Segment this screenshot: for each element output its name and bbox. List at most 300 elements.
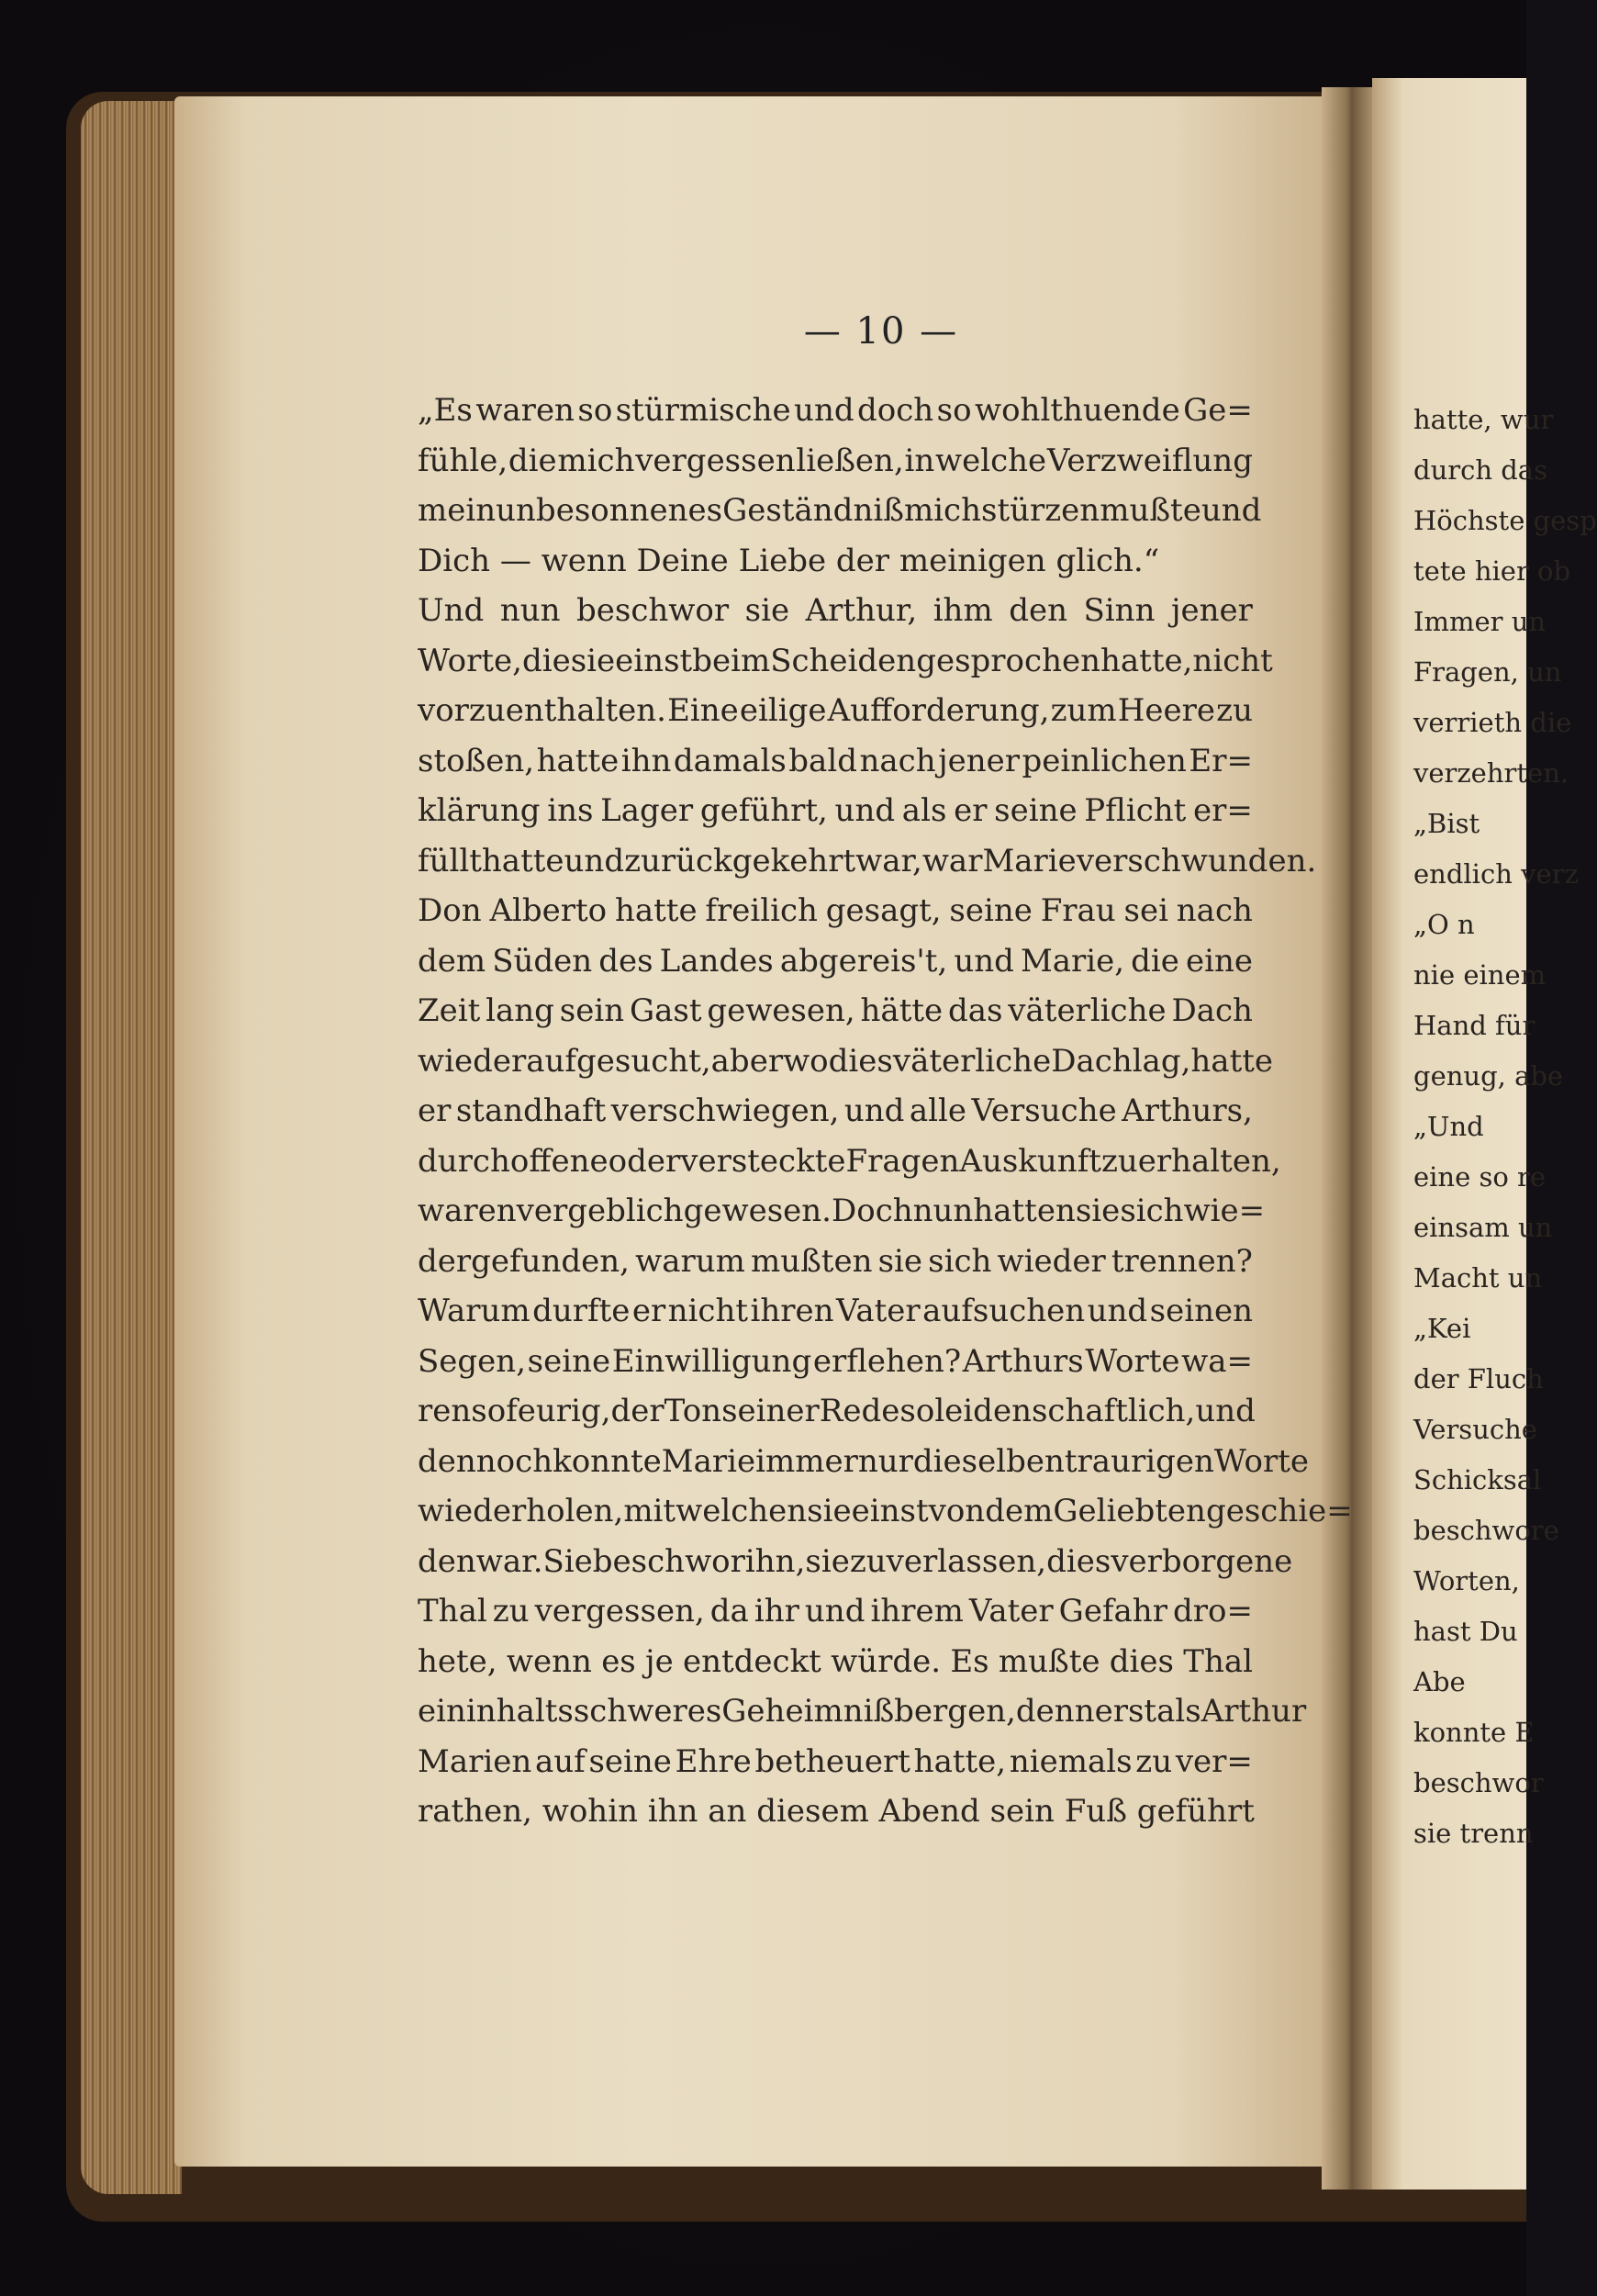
word: waren bbox=[418, 1193, 517, 1229]
word: meinigen bbox=[899, 542, 1056, 579]
text-line-fragment: Versuche bbox=[1413, 1414, 1537, 1445]
word: so bbox=[471, 1393, 507, 1429]
word: Heere bbox=[1117, 692, 1216, 729]
word: geschie= bbox=[1205, 1493, 1353, 1529]
word: niemals bbox=[1009, 1742, 1133, 1780]
word: ließen, bbox=[796, 442, 904, 479]
word: mußte bbox=[1100, 492, 1201, 529]
word: so bbox=[936, 392, 972, 429]
word: es bbox=[601, 1642, 636, 1680]
word: als bbox=[1156, 1693, 1201, 1730]
word: oder bbox=[608, 1142, 681, 1180]
text-line bbox=[418, 686, 1253, 736]
word: die bbox=[521, 642, 571, 679]
word: glich.“ bbox=[1055, 542, 1160, 579]
word: erflehen? bbox=[812, 1342, 962, 1380]
word: Arthurs bbox=[962, 1342, 1084, 1380]
word: Auskunft bbox=[959, 1142, 1101, 1180]
word: gesagt, bbox=[825, 892, 942, 929]
word: Arthurs, bbox=[1122, 1092, 1253, 1129]
word: Aufforderung, bbox=[827, 692, 1050, 729]
word: verschwiegen, bbox=[610, 1092, 840, 1129]
word: von bbox=[928, 1493, 986, 1529]
word: ver= bbox=[1175, 1742, 1253, 1780]
word: aufsuchen bbox=[922, 1293, 1086, 1329]
word: welchen bbox=[676, 1493, 808, 1529]
word: Ehre bbox=[675, 1742, 752, 1780]
text-line bbox=[418, 486, 1262, 536]
word: Rede bbox=[819, 1393, 900, 1429]
word: zu bbox=[849, 1542, 887, 1580]
word: ein bbox=[418, 1693, 466, 1730]
word: sein bbox=[559, 992, 625, 1029]
word: geführt bbox=[1136, 1793, 1255, 1830]
word: zu bbox=[1216, 692, 1253, 729]
text-line bbox=[418, 636, 1273, 687]
word: leidenschaftlich, bbox=[934, 1393, 1196, 1429]
text-line bbox=[418, 936, 1253, 987]
word: vergessen, bbox=[534, 1593, 705, 1630]
text-line-fragment: „Und bbox=[1413, 1111, 1484, 1142]
word: er bbox=[418, 1092, 452, 1129]
word: wohlthuende bbox=[974, 392, 1180, 429]
word: seine bbox=[949, 892, 1033, 929]
word: Dich bbox=[418, 542, 500, 579]
word: Scheiden bbox=[770, 642, 917, 679]
word: ihn bbox=[620, 742, 672, 779]
word: diesem bbox=[756, 1793, 879, 1830]
word: lag, bbox=[1132, 1042, 1191, 1080]
word: unbesonnenes bbox=[496, 492, 723, 529]
text-line-fragment: verzehrten. bbox=[1413, 757, 1569, 789]
word: hatte, bbox=[913, 1742, 1007, 1780]
word: eine bbox=[1185, 942, 1253, 980]
word: ins bbox=[547, 792, 594, 829]
text-line bbox=[418, 436, 1253, 487]
word: seiner bbox=[721, 1393, 820, 1429]
word: Vater bbox=[968, 1593, 1054, 1630]
word: verborgene bbox=[1111, 1542, 1293, 1580]
word: das bbox=[947, 992, 1003, 1029]
word: dro= bbox=[1172, 1593, 1253, 1630]
word: Worte, bbox=[418, 642, 522, 679]
text-line-fragment: endlich verz bbox=[1413, 858, 1579, 890]
text-line-fragment: Macht un bbox=[1413, 1262, 1543, 1294]
page-number: — 10 — bbox=[803, 310, 959, 353]
word: beim bbox=[692, 642, 771, 679]
word: er bbox=[631, 1293, 666, 1329]
word: väterliche bbox=[892, 1042, 1052, 1080]
word: würde. bbox=[831, 1642, 942, 1680]
word: sie bbox=[877, 1242, 923, 1280]
text-line-fragment: Immer un bbox=[1413, 606, 1547, 637]
text-line-fragment: „O n bbox=[1413, 909, 1475, 940]
word: klärung bbox=[418, 792, 541, 829]
word: war, bbox=[855, 842, 922, 879]
word: und bbox=[1195, 1393, 1256, 1429]
text-line-fragment: „Bist bbox=[1413, 808, 1480, 839]
word: verlassen, bbox=[886, 1542, 1047, 1580]
word: Ge= bbox=[1183, 392, 1253, 429]
word: Thal bbox=[418, 1593, 487, 1630]
text-line-fragment: beschwor bbox=[1413, 1767, 1544, 1798]
text-line-fragment: konnte E bbox=[1413, 1717, 1535, 1748]
text-line bbox=[418, 736, 1253, 787]
word: freilich bbox=[705, 892, 818, 929]
word: zurückgekehrt bbox=[624, 842, 856, 879]
word: dem bbox=[985, 1493, 1054, 1529]
word: wieder bbox=[418, 1042, 527, 1080]
word: Geheimniß bbox=[721, 1693, 895, 1730]
word: Marien bbox=[418, 1742, 532, 1780]
word: Liebe bbox=[738, 542, 836, 579]
word: Vater bbox=[835, 1293, 921, 1329]
word: Worte bbox=[1213, 1442, 1310, 1480]
word: dies bbox=[828, 1042, 893, 1080]
word: mein bbox=[418, 492, 497, 529]
text-line bbox=[418, 1437, 1310, 1487]
text-line bbox=[418, 1686, 1307, 1737]
word: Er= bbox=[1189, 742, 1253, 779]
word: immer bbox=[755, 1442, 858, 1480]
word: seine bbox=[994, 792, 1078, 829]
word: zu bbox=[492, 1593, 530, 1630]
word: füllt bbox=[418, 842, 482, 879]
right-page-text bbox=[1413, 395, 1597, 1859]
word: hatte bbox=[536, 742, 620, 779]
word: betheuert bbox=[754, 1742, 910, 1780]
page-edges bbox=[81, 101, 182, 2194]
word: und bbox=[804, 1593, 866, 1630]
text-line bbox=[418, 1737, 1253, 1787]
word: waren bbox=[475, 392, 575, 429]
word: nicht bbox=[667, 1293, 749, 1329]
word: wieder bbox=[997, 1242, 1106, 1280]
word: ihm bbox=[933, 592, 993, 629]
word: sein bbox=[989, 1793, 1065, 1830]
word: Doch bbox=[831, 1193, 913, 1229]
word: Dach bbox=[1051, 1042, 1133, 1080]
word: nur bbox=[857, 1442, 913, 1480]
word: alle bbox=[909, 1092, 967, 1129]
word: Marie bbox=[661, 1442, 756, 1480]
word: nun bbox=[499, 592, 561, 629]
text-line bbox=[418, 1237, 1253, 1287]
word: ihren bbox=[750, 1293, 834, 1329]
word: je bbox=[645, 1642, 674, 1680]
text-line bbox=[418, 1137, 1281, 1187]
word: väterliche bbox=[1008, 992, 1167, 1029]
word: da bbox=[709, 1593, 749, 1630]
word: Don bbox=[418, 892, 482, 929]
word: Geliebten bbox=[1053, 1493, 1206, 1529]
word: Verzweiflung bbox=[1046, 442, 1253, 479]
word: gesprochen bbox=[916, 642, 1100, 679]
word: stürzen bbox=[981, 492, 1100, 529]
text-line-fragment: Fragen, un bbox=[1413, 656, 1562, 688]
word: Eine bbox=[667, 692, 739, 729]
text-line bbox=[418, 1537, 1293, 1587]
word: lang bbox=[486, 992, 554, 1029]
book-gutter bbox=[1322, 87, 1377, 2190]
word: den bbox=[418, 1542, 476, 1580]
text-line-fragment: durch das bbox=[1413, 454, 1547, 486]
word: konnte bbox=[553, 1442, 662, 1480]
word: aufgesucht, bbox=[526, 1042, 711, 1080]
word: peinlichen bbox=[1022, 742, 1187, 779]
word: als bbox=[901, 792, 947, 829]
text-line bbox=[418, 1186, 1266, 1237]
text-line bbox=[418, 986, 1253, 1036]
word: und bbox=[1201, 492, 1262, 529]
word: so bbox=[577, 392, 613, 429]
word: und bbox=[794, 392, 854, 429]
word: stürmische bbox=[615, 392, 791, 429]
word: sich bbox=[1120, 1193, 1184, 1229]
word: entdeckt bbox=[682, 1642, 821, 1680]
text-line-fragment: genug, abe bbox=[1413, 1060, 1564, 1092]
word: gewesen. bbox=[683, 1193, 832, 1229]
text-line-fragment: beschwore bbox=[1413, 1515, 1559, 1546]
word: zu bbox=[1135, 1742, 1173, 1780]
text-line-fragment: „Kei bbox=[1413, 1313, 1471, 1344]
word: gewesen, bbox=[707, 992, 855, 1029]
word: versteckte bbox=[680, 1142, 846, 1180]
text-line bbox=[418, 1637, 1253, 1687]
text-line bbox=[418, 1086, 1253, 1137]
text-line bbox=[418, 386, 1253, 436]
word: Zeit bbox=[418, 992, 481, 1029]
word: denn bbox=[1015, 1693, 1095, 1730]
text-line-fragment: nie einem bbox=[1413, 959, 1547, 991]
word: Ton bbox=[664, 1393, 722, 1429]
word: war bbox=[921, 842, 983, 879]
word: Arthur bbox=[1201, 1693, 1307, 1730]
word: und bbox=[843, 1092, 905, 1129]
word: und bbox=[954, 942, 1014, 980]
word: wiederholen, bbox=[418, 1493, 624, 1529]
word: aber bbox=[710, 1042, 784, 1080]
text-line-fragment: Worten, bbox=[1413, 1565, 1520, 1596]
word: erhalten, bbox=[1137, 1142, 1281, 1180]
text-line bbox=[418, 1486, 1353, 1537]
word: verschwunden. bbox=[1076, 842, 1317, 879]
word: Einwilligung bbox=[611, 1342, 812, 1380]
word: Segen, bbox=[418, 1342, 527, 1380]
text-line-fragment: hatte, wur bbox=[1413, 404, 1554, 435]
word: zu bbox=[1100, 1142, 1138, 1180]
text-line-fragment: einsam un bbox=[1413, 1212, 1553, 1243]
word: sei bbox=[1123, 892, 1168, 929]
text-line-fragment: Schicksal bbox=[1413, 1464, 1542, 1495]
word: Frau bbox=[1040, 892, 1116, 929]
word: jener bbox=[1170, 592, 1253, 629]
text-line bbox=[418, 1786, 1253, 1837]
text-line bbox=[418, 586, 1253, 636]
word: standhaft bbox=[455, 1092, 607, 1129]
word: Gast bbox=[629, 992, 702, 1029]
word: der bbox=[835, 542, 899, 579]
word: ihrem bbox=[870, 1593, 964, 1630]
word: er bbox=[954, 792, 988, 829]
word: trennen? bbox=[1111, 1242, 1253, 1280]
word: offene bbox=[509, 1142, 609, 1180]
word: sie bbox=[744, 592, 790, 629]
word: feurig, bbox=[506, 1393, 611, 1429]
word: Abend bbox=[878, 1793, 990, 1830]
word: geführt, bbox=[699, 792, 828, 829]
word: sie bbox=[570, 642, 616, 679]
word: dem bbox=[418, 942, 486, 980]
word: mit bbox=[623, 1493, 676, 1529]
word: seinen bbox=[1149, 1293, 1253, 1329]
text-line bbox=[418, 1337, 1253, 1387]
word: wenn bbox=[506, 1642, 592, 1680]
word: mich bbox=[557, 442, 635, 479]
word: vergeblich bbox=[516, 1193, 684, 1229]
word: dennoch bbox=[418, 1442, 553, 1480]
word: die bbox=[1131, 942, 1179, 980]
word: seine bbox=[588, 1742, 672, 1780]
text-line bbox=[418, 786, 1253, 836]
word: vergessen bbox=[635, 442, 796, 479]
word: beschwor bbox=[592, 1542, 745, 1580]
word: hatte bbox=[481, 842, 564, 879]
word: und bbox=[1087, 1293, 1148, 1329]
word: den bbox=[1009, 592, 1067, 629]
word: der bbox=[610, 1393, 664, 1429]
word: hätte bbox=[860, 992, 944, 1029]
word: einst bbox=[615, 642, 693, 679]
word: abgereis't, bbox=[779, 942, 948, 980]
text-line bbox=[418, 1036, 1274, 1087]
text-line-fragment: eine so re bbox=[1413, 1161, 1547, 1193]
text-line-fragment: tete hier ob bbox=[1413, 555, 1571, 587]
text-line-fragment: Hand für bbox=[1413, 1010, 1536, 1041]
word: hatte bbox=[614, 892, 698, 929]
word: stoßen, bbox=[418, 742, 535, 779]
word: erst bbox=[1094, 1693, 1157, 1730]
word: in bbox=[904, 442, 935, 479]
word: dieselben bbox=[912, 1442, 1065, 1480]
word: — bbox=[499, 542, 542, 579]
word: dergefunden, bbox=[418, 1242, 630, 1280]
text-line bbox=[418, 886, 1253, 936]
word: einst bbox=[851, 1493, 929, 1529]
word: Thal bbox=[1183, 1642, 1253, 1680]
word: zum bbox=[1050, 692, 1117, 729]
word: beschwor bbox=[576, 592, 730, 629]
word: sie bbox=[805, 1542, 850, 1580]
text-line bbox=[418, 536, 1253, 587]
word: hete, bbox=[418, 1642, 497, 1680]
word: „Es bbox=[418, 392, 473, 429]
word: wa= bbox=[1181, 1342, 1253, 1380]
word: ren bbox=[418, 1393, 472, 1429]
word: Pflicht bbox=[1084, 792, 1187, 829]
word: Alberto bbox=[489, 892, 608, 929]
word: sie bbox=[807, 1493, 852, 1529]
word: Worte bbox=[1085, 1342, 1180, 1380]
word: Sie bbox=[542, 1542, 593, 1580]
word: Süden bbox=[492, 942, 593, 980]
word: nicht bbox=[1192, 642, 1273, 679]
word: Marie, bbox=[1020, 942, 1125, 980]
text-line-fragment: hast Du bbox=[1413, 1616, 1518, 1647]
word: dies bbox=[1046, 1542, 1111, 1580]
word: Und bbox=[418, 592, 485, 629]
left-page-text bbox=[418, 386, 1353, 1837]
word: Dach bbox=[1171, 992, 1253, 1029]
word: mußten bbox=[750, 1242, 873, 1280]
word: war. bbox=[475, 1542, 543, 1580]
word: Sinn bbox=[1083, 592, 1156, 629]
word: wo bbox=[783, 1042, 829, 1080]
word: Arthur, bbox=[805, 592, 918, 629]
word: Landes bbox=[659, 942, 774, 980]
word: inhaltsschweres bbox=[465, 1693, 722, 1730]
text-line bbox=[418, 1586, 1253, 1637]
word: Es bbox=[950, 1642, 989, 1680]
text-line-fragment: Abe bbox=[1413, 1666, 1466, 1697]
word: nach bbox=[859, 742, 936, 779]
word: welche bbox=[935, 442, 1047, 479]
word: seine bbox=[527, 1342, 611, 1380]
word: hatten bbox=[973, 1193, 1076, 1229]
text-line-fragment: Höchste gesp bbox=[1413, 505, 1597, 536]
word: er= bbox=[1193, 792, 1253, 829]
word: nach bbox=[1176, 892, 1253, 929]
word: die bbox=[508, 442, 557, 479]
text-line-fragment: verrieth die bbox=[1413, 707, 1572, 738]
word: Lager bbox=[600, 792, 694, 829]
word: fühle, bbox=[418, 442, 508, 479]
word: Warum bbox=[418, 1293, 530, 1329]
word: mußte bbox=[998, 1642, 1100, 1680]
word: auf bbox=[534, 1742, 586, 1780]
word: eilige bbox=[739, 692, 827, 729]
word: Fragen bbox=[845, 1142, 960, 1180]
word: durch bbox=[418, 1142, 510, 1180]
word: an bbox=[708, 1793, 757, 1830]
word: so bbox=[899, 1393, 935, 1429]
word: hatte, bbox=[1100, 642, 1193, 679]
word: ihr bbox=[754, 1593, 799, 1630]
word: warum bbox=[635, 1242, 745, 1280]
word: dies bbox=[1109, 1642, 1174, 1680]
word: bergen, bbox=[894, 1693, 1016, 1730]
word: mich bbox=[903, 492, 981, 529]
word: hatte bbox=[1190, 1042, 1274, 1080]
word: damals bbox=[673, 742, 787, 779]
text-line bbox=[418, 836, 1317, 887]
word: Versuche bbox=[971, 1092, 1117, 1129]
word: wenn bbox=[541, 542, 637, 579]
word: rathen, bbox=[418, 1793, 542, 1830]
word: Gefahr bbox=[1058, 1593, 1167, 1630]
word: Deine bbox=[636, 542, 739, 579]
word: Fuß bbox=[1064, 1793, 1137, 1830]
word: ihn bbox=[647, 1793, 709, 1830]
word: und bbox=[564, 842, 625, 879]
word: und bbox=[834, 792, 896, 829]
text-line bbox=[418, 1286, 1253, 1337]
word: Geständniß bbox=[722, 492, 904, 529]
text-line-fragment: der Fluch bbox=[1413, 1363, 1544, 1394]
word: durfte bbox=[532, 1293, 631, 1329]
word: wie= bbox=[1183, 1193, 1266, 1229]
word: wohin bbox=[542, 1793, 648, 1830]
